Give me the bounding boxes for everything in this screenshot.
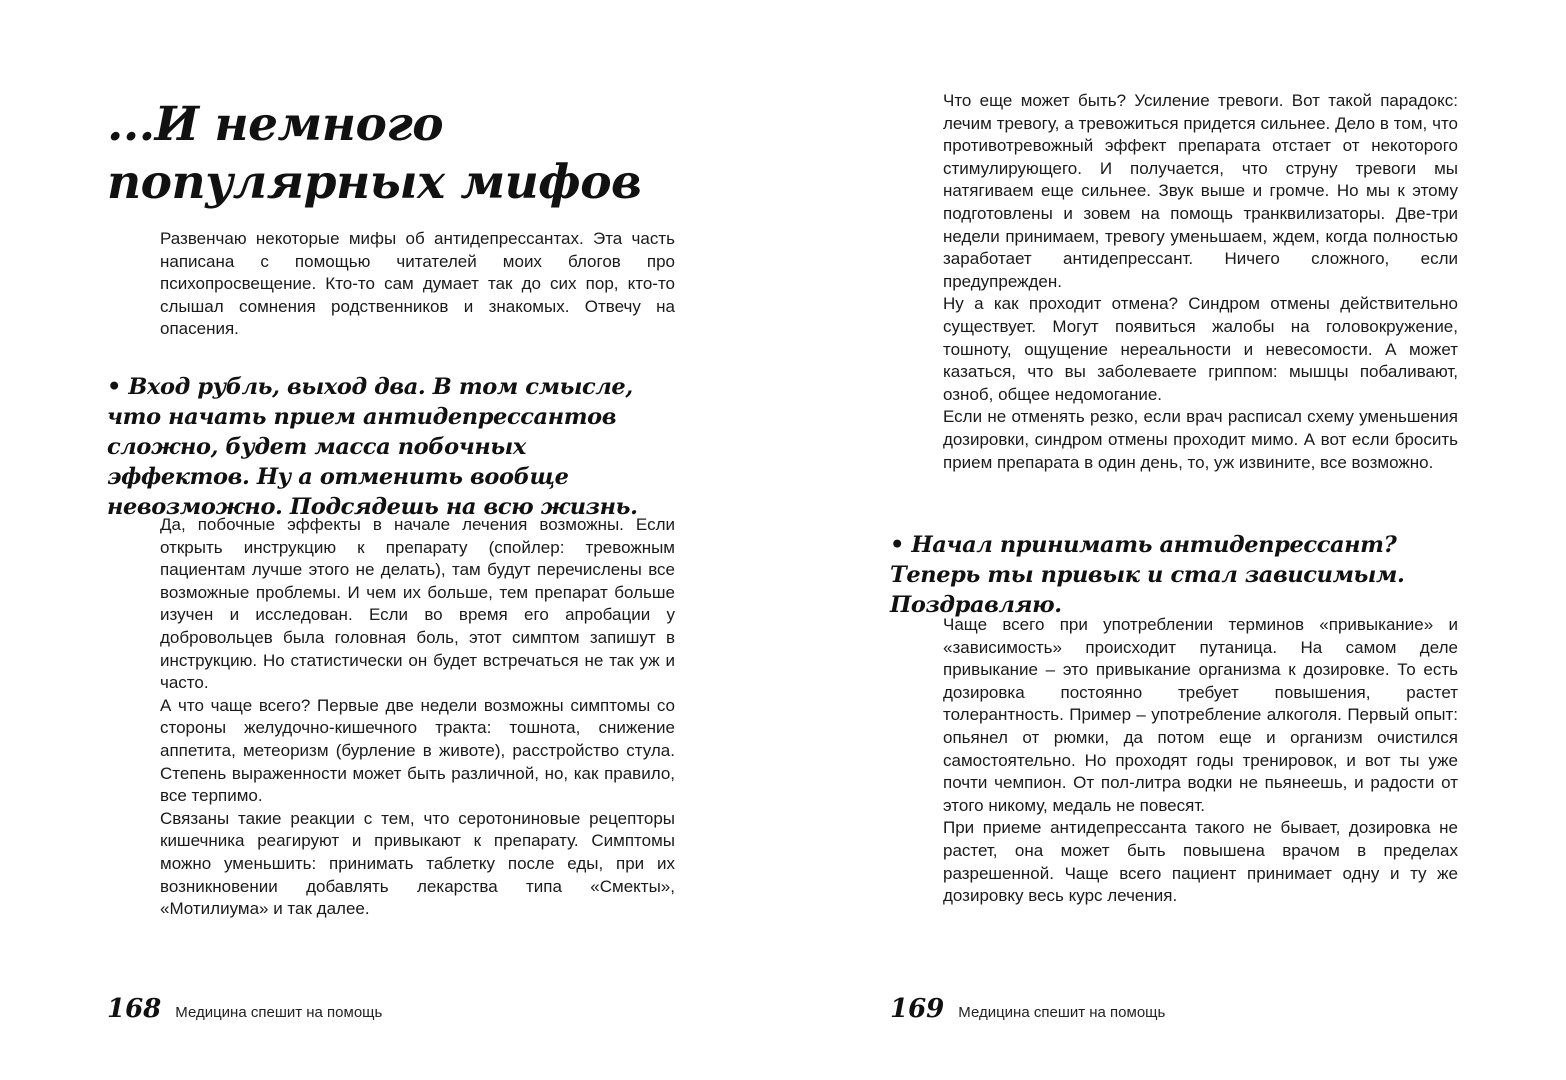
right-page	[783, 0, 1566, 1080]
paragraph: Да, побочные эффекты в начале лечения возможны. Если открыть инструкцию к препарату (спойлер: тревожным пациентам лучше этого не делать), там будут перечислены все возможные проблемы. И чем их больше, тем препарат больше изучен и исследован. Если во время его апробации у добровольцев была головная боль, этот симптом запишут в инструкцию. Но статистически он будет встречаться не так уж и часто.	[160, 515, 675, 693]
myth-heading-2: • Начал принимать антидепрессант? Теперь ты привык и стал зависимым. Поздравляю.	[890, 532, 1405, 618]
running-title: Медицина спешит на помощь	[958, 1004, 1166, 1021]
right-body-2	[943, 614, 1458, 908]
paragraph: Ну а как проходит отмена? Синдром отмены действительно существует. Могут появиться жалобы на головокружение, тошноту, ощущение нереальности и невесомости. А может казаться, что вы заболеваете гриппом: мышцы побаливают, озноб, общее недомогание.	[943, 294, 1458, 404]
paragraph: А что чаще всего? Первые две недели возможны симптомы со стороны желудочно-кишечного тракта: тошнота, снижение аппетита, метеоризм (бурление в животе), расстройство стула. Степень выраженности может быть различной, но, как правило, все терпимо.	[160, 695, 675, 806]
paragraph: При приеме антидепрессанта такого не бывает, дозировка не растет, она может быть повышена врачом в пределах разрешенной. Чаще всего пациент принимает одну и ту же дозировку весь курс лечения.	[943, 818, 1458, 906]
left-body	[160, 514, 675, 921]
right-footer	[890, 994, 1165, 1024]
paragraph: Связаны такие реакции с тем, что серотониновые рецепторы кишечника реагируют и привыкают к препарату. Симптомы можно уменьшить: принимать таблетку после еды, при их возникновении добавлять лекарства типа «Смекты», «Мотилиума» и так далее.	[160, 808, 675, 919]
paragraph: Что еще может быть? Усиление тревоги. Вот такой парадокс: лечим тревогу, а тревожиться придется сильнее. Дело в том, что противотревожный эффект препарата отстает от некоторого стимулирующего. И получается, что струну тревоги мы натягиваем еще сильнее. Звук выше и громче. Но мы к этому подготовлены и зовем на помощь транквилизаторы. Две-три недели принимаем, тревогу уменьшаем, ждем, когда полностью заработает антидепрессант. Ничего сложного, если предупрежден.	[943, 91, 1458, 291]
right-body	[943, 90, 1458, 474]
page-number: 168	[107, 994, 162, 1024]
running-title: Медицина спешит на помощь	[175, 1004, 383, 1021]
intro-text: Развенчаю некоторые мифы об антидепрессантах. Эта часть написана с помощью читателей моих блогов про психопросвещение. Кто-то сам думает так до сих пор, кто-то слышал сомнения родственников и знакомых. Отвечу на опасения.	[160, 229, 675, 339]
intro-paragraph	[160, 228, 675, 341]
left-footer	[107, 994, 382, 1024]
chapter-title: ...И немного популярных мифов	[107, 97, 642, 210]
page-number: 169	[890, 994, 945, 1024]
paragraph: Чаще всего при употреблении терминов «привыкание» и «зависимость» происходит путаница. На самом деле привыкание – это привыкание организма к дозировке. То есть дозировка постоянно требует повышения, растет толерантность. Пример – употребление алкоголя. Первый опыт: опьянел от рюмки, да потом еще и организм очистился самостоятельно. Но проходят годы тренировок, и вот ты уже почти чемпион. От пол-литра водки не пьянеешь, и радости от этого никому, медаль не повесят.	[943, 615, 1458, 815]
paragraph: Если не отменять резко, если врач расписал схему уменьшения дозировки, синдром отмены проходит мимо. А вот если бросить прием препарата в один день, то, уж извините, все возможно.	[943, 407, 1458, 472]
myth-heading-1: • Вход рубль, выход два. В том смысле, что начать прием антидепрессантов сложно, будет масса побочных эффектов. Ну а отменить вообще невозможно. Подсядешь на всю жизнь.	[107, 374, 638, 520]
